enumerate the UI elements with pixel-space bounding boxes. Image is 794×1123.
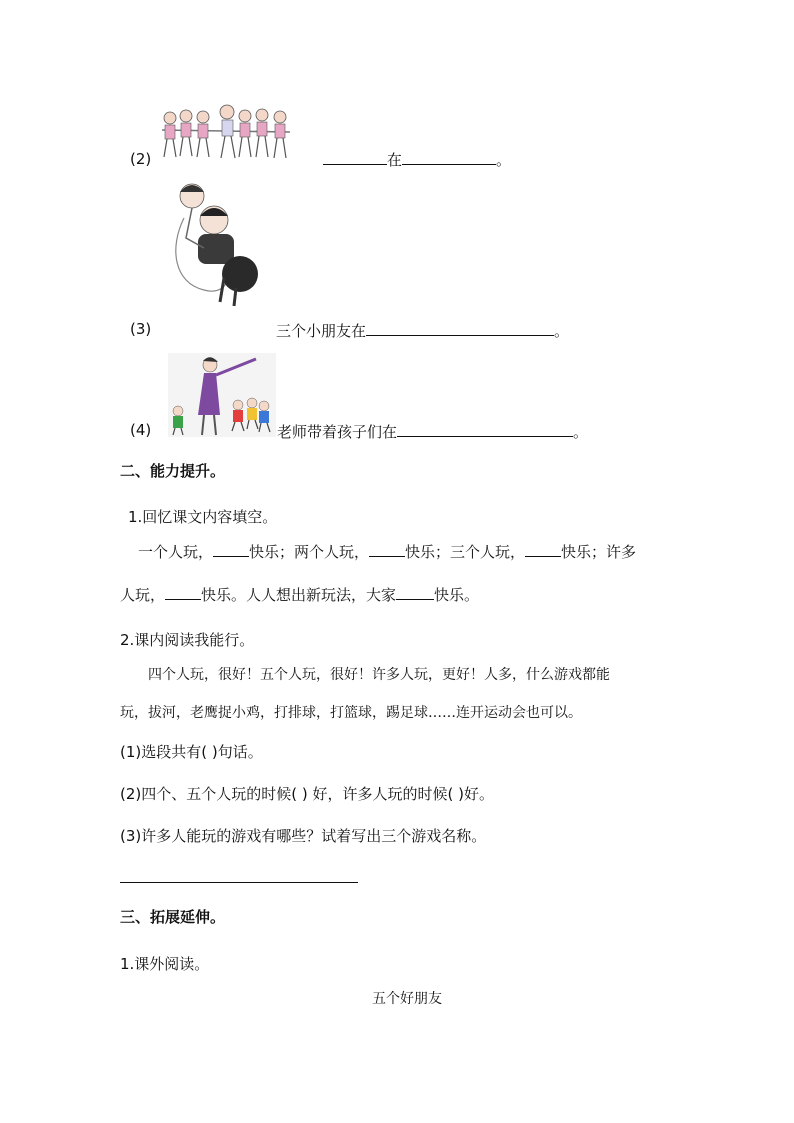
answer-blank[interactable] bbox=[323, 163, 387, 165]
question-title: 1.回忆课文内容填空。 bbox=[128, 508, 278, 526]
section-heading: 二、能力提升。 bbox=[120, 462, 226, 480]
item-number: (4) bbox=[130, 421, 152, 439]
sub-question: (2)四个、五个人玩的时候( ) 好，许多人玩的时候( )好。 bbox=[120, 785, 494, 803]
answer-blank[interactable] bbox=[165, 598, 201, 600]
answer-blank[interactable] bbox=[525, 555, 561, 557]
passage-line: 四个人玩，很好！五个人玩，很好！许多人玩，更好！人多，什么游戏都能 bbox=[148, 667, 610, 683]
fill-sentence-3: 三个小朋友在 。 bbox=[276, 322, 570, 340]
item-number: (3) bbox=[130, 320, 152, 338]
answer-blank[interactable] bbox=[213, 555, 249, 557]
answer-blank[interactable] bbox=[366, 334, 554, 336]
fill-sentence-2: 在 。 bbox=[323, 149, 511, 170]
answer-blank[interactable] bbox=[396, 598, 434, 600]
answer-blank[interactable] bbox=[369, 555, 405, 557]
fill-line-2: 人玩， 快乐。人人想出新玩法，大家 快乐。 bbox=[120, 586, 480, 604]
story-title: 五个好朋友 bbox=[372, 991, 442, 1007]
leapfrog-illustration bbox=[164, 178, 268, 308]
sub-question: (1)选段共有( )句话。 bbox=[120, 743, 263, 761]
tug-of-war-illustration bbox=[158, 102, 294, 162]
question-title: 2.课内阅读我能行。 bbox=[120, 631, 255, 649]
fill-sentence-4: 老师带着孩子们在 。 bbox=[277, 423, 589, 441]
teacher-children-illustration bbox=[168, 353, 276, 437]
answer-line[interactable] bbox=[120, 882, 358, 883]
sub-question: (3)许多人能玩的游戏有哪些？试着写出三个游戏名称。 bbox=[120, 827, 487, 845]
question-title: 1.课外阅读。 bbox=[120, 955, 210, 973]
item-number: (2) bbox=[130, 150, 152, 168]
answer-blank[interactable] bbox=[397, 435, 573, 437]
section-heading: 三、拓展延伸。 bbox=[120, 908, 226, 926]
fill-line-1: 一个人玩， 快乐；两个人玩， 快乐；三个人玩， 快乐；许多 bbox=[138, 543, 637, 561]
passage-line: 玩，拔河，老鹰捉小鸡，打排球，打篮球，踢足球……连开运动会也可以。 bbox=[120, 705, 582, 721]
answer-blank[interactable] bbox=[402, 163, 496, 165]
